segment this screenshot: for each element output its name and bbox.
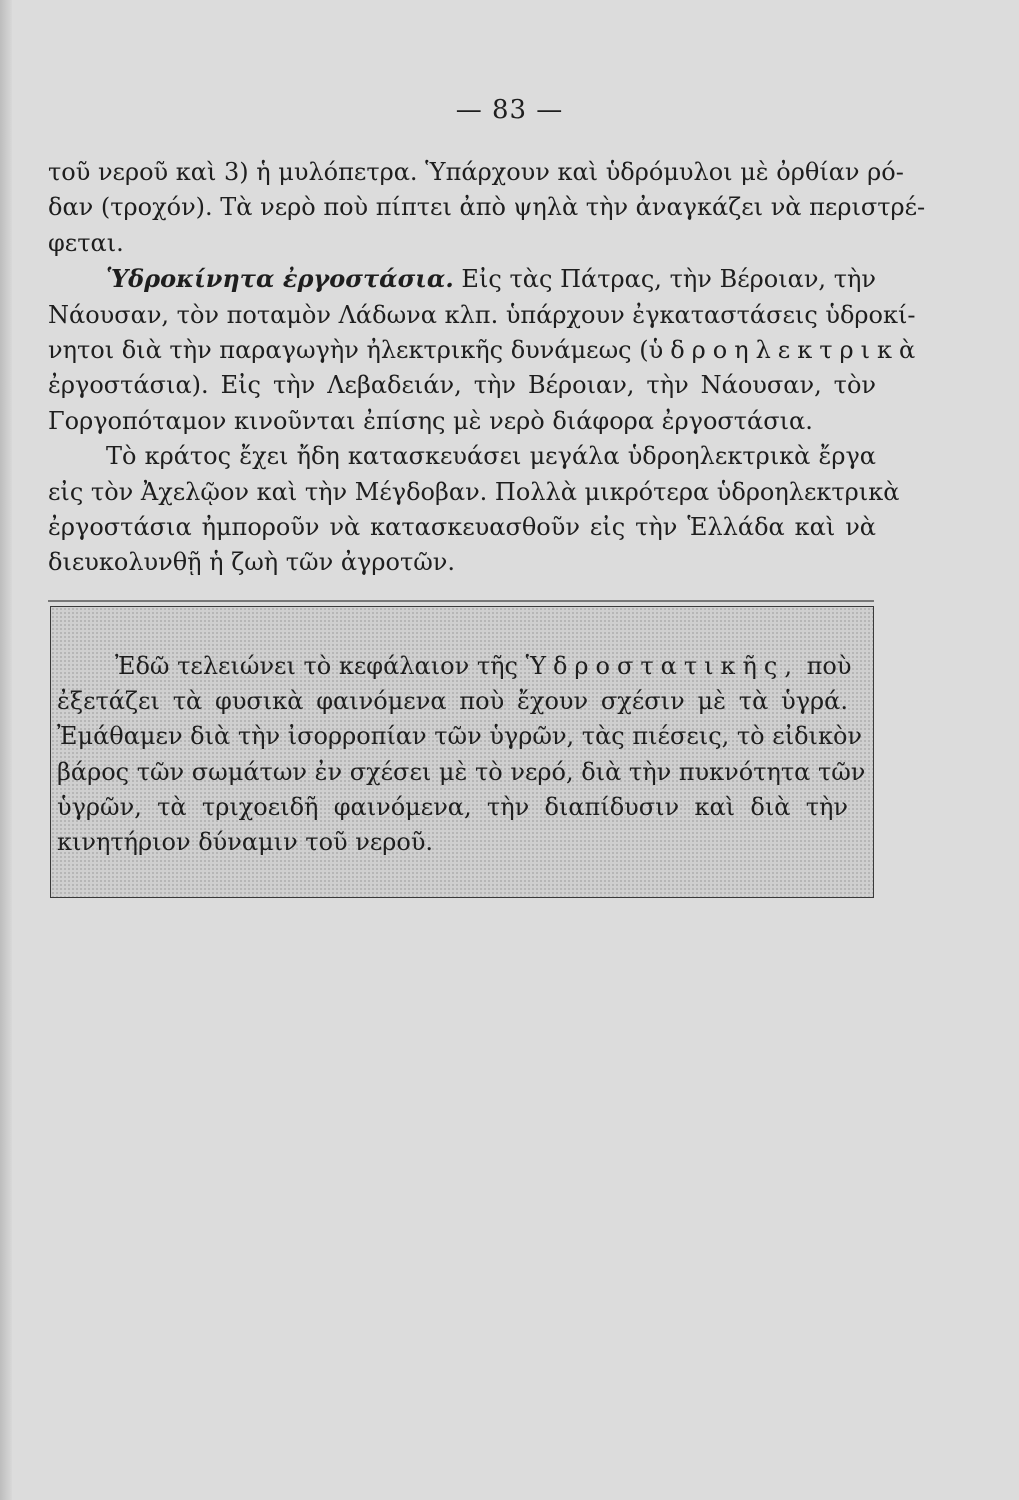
page-number: — 83 — — [455, 95, 564, 125]
summary-text — [57, 649, 866, 860]
summary-line — [57, 649, 852, 684]
summary-line: κινητήριον δύναμιν τοῦ νεροῦ. — [57, 828, 434, 857]
chapter-summary-box — [50, 606, 874, 898]
main-text — [48, 155, 926, 581]
text-line: φεται. — [48, 228, 124, 257]
spaced-term: ὑδροηλεκτρικὰ — [648, 336, 923, 365]
text-fragment: νητοι διὰ τὴν παραγωγὴν ἠλεκτρικῆς δυνάμεως ( — [48, 336, 649, 365]
text-line: εἰς τὸν Ἀχελῷον καὶ τὴν Μέγδοβαν. Πολλὰ μικρότερα ὑδροηλεκτρικὰ — [48, 477, 900, 506]
summary-line: ὑγρῶν, τὰ τριχοειδῆ φαινόμενα, τὴν διαπίδυσιν καὶ διὰ τὴν — [57, 792, 848, 821]
text-line: Γοργοπόταμον κινοῦνται ἐπίσης μὲ νερὸ διάφορα ἐργοστάσια. — [48, 406, 813, 435]
text-line-spaced — [48, 333, 923, 368]
text-line: Νάουσαν, τὸν ποταμὸν Λάδωνα κλπ. ὑπάρχουν ἐγκαταστάσεις ὑδροκί- — [48, 300, 916, 329]
text-fragment: ποὺ — [806, 652, 852, 680]
summary-top-rule — [48, 600, 874, 602]
spaced-term: Ὑδροστατικῆς, — [525, 652, 799, 680]
section-heading: Ὑδροκίνητα ἐργοστάσια. — [106, 264, 454, 294]
text-line: Τὸ κράτος ἔχει ἤδη κατασκευάσει μεγάλα ὑδροηλεκτρικὰ ἔργα — [106, 442, 876, 471]
text-line: ἐργοστάσια). Εἰς τὴν Λεβαδειάν, τὴν Βέροιαν, τὴν Νάουσαν, τὸν — [48, 371, 876, 400]
page-binding-edge — [0, 0, 12, 1500]
text-line: ἐργοστάσια ἠμποροῦν νὰ κατασκευασθοῦν εἰς τὴν Ἑλλάδα καὶ νὰ — [48, 513, 876, 542]
section-heading-line — [48, 261, 876, 297]
summary-line: Ἐμάθαμεν διὰ τὴν ἰσορροπίαν τῶν ὑγρῶν, τὰς πιέσεις, τὸ εἰδικὸν — [57, 722, 862, 751]
summary-line: βάρος τῶν σωμάτων ἐν σχέσει μὲ τὸ νερό, διὰ τὴν πυκνότητα τῶν — [57, 757, 866, 786]
summary-line: ἐξετάζει τὰ φυσικὰ φαινόμενα ποὺ ἔχουν σχέσιν μὲ τὰ ὑγρά. — [57, 687, 848, 716]
text-fragment: Ἐδῶ τελειώνει τὸ κεφάλαιον τῆς — [115, 652, 518, 680]
text-line: διευκολυνθῇ ἡ ζωὴ τῶν ἀγροτῶν. — [48, 548, 456, 577]
text-line: τοῦ νεροῦ καὶ 3) ἡ μυλόπετρα. Ὑπάρχουν καὶ ὑδρόμυλοι μὲ ὀρθίαν ρό- — [48, 158, 904, 186]
text-line: δαν (τροχόν). Τὰ νερὸ ποὺ πίπτει ἀπὸ ψηλὰ τὴν ἀναγκάζει νὰ περιστρέ- — [48, 193, 926, 222]
section-heading-rest: Εἰς τὰς Πάτρας, τὴν Βέροιαν, τὴν — [461, 265, 877, 294]
